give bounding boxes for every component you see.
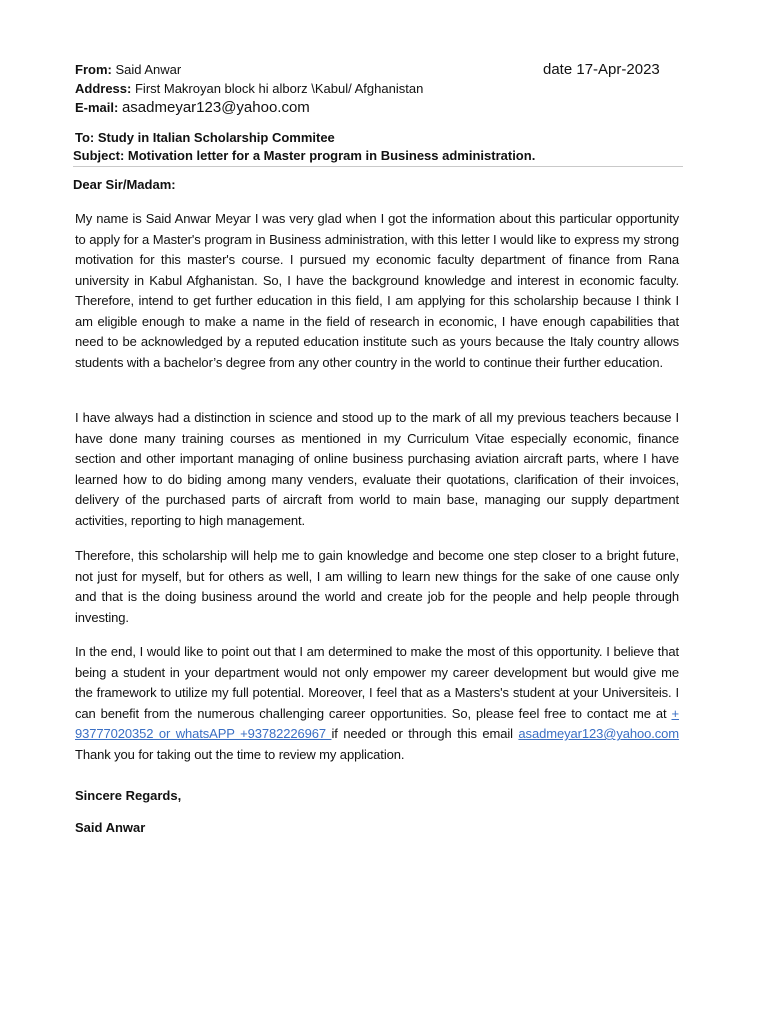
- paragraph-4-intro: In the end, I would like to point out that I am determined to make the most of this opportunity. I believe that being a student in your department would not only empower my career development but would give me the framework to utilize my full potential. Moreover, I feel that as a Masters's student at your Universiteis. I can benefit from the numerous challenging career opportunities. So, please feel free to contact me at: [75, 644, 679, 721]
- header-divider: [73, 166, 683, 167]
- closing: Sincere Regards,: [75, 788, 182, 803]
- body-paragraph-3: Therefore, this scholarship will help me to gain knowledge and become one step closer to a bright future, not just for myself, but for others as well, I am willing to learn new things for the sake of one cause only and that is the doing business around the world and create job for the people and help people through investing.: [75, 548, 679, 625]
- email-label: E-mail:: [75, 100, 119, 115]
- body-paragraph-1: My name is Said Anwar Meyar I was very glad when I got the information about this particular opportunity to apply for a Master's program in Business administration, with this letter I would like to express my strong motivation for this master's course. I pursued my economic faculty department of finance from Rana university in Kabul Afghanistan. So, I have the background knowledge and interest in economic faculty. Therefore, intend to get further education in this field, I am applying for this scholarship because I think I am eligible enough to make a name in the field of research in economic, I have enough capabilities that need to be acknowledged by a reputed education institute such as yours because the Italy country allows students with a bachelor’s degree from any other country in the world to continue their further education.: [75, 211, 679, 370]
- recipient-line: To: Study in Italian Scholarship Commitee: [75, 130, 335, 145]
- signature-name: Said Anwar: [75, 820, 146, 835]
- from-label: From:: [75, 62, 112, 77]
- email-line: [75, 99, 310, 117]
- letter-date: date 17-Apr-2023: [543, 61, 660, 78]
- body-paragraph-4: [75, 642, 679, 765]
- address-value: First Makroyan block hi alborz \Kabul/ Afghanistan: [134, 81, 424, 96]
- address-line: [75, 80, 423, 98]
- paragraph-4-middle: if needed or through this email: [331, 726, 519, 741]
- body-paragraph-2: I have always had a distinction in science and stood up to the mark of all my previous teachers because I have done many training courses as mentioned in my Curriculum Vitae especially economic, finance section and other important managing of online business purchasing aviation aircraft parts, where I have learned how to do biding among many venders, evaluate their quotations, clarification of their invoices, delivery of the purchased parts of aircraft from world to main base, managing our supply department activities, reporting to high management.: [75, 410, 679, 528]
- subject-line: Subject: Motivation letter for a Master program in Business administration.: [73, 148, 536, 163]
- phone-link[interactable]: + 93777020352 or whatsAPP +93782226967: [75, 705, 679, 741]
- address-label: Address:: [75, 81, 132, 96]
- from-line: [75, 61, 181, 79]
- email-link[interactable]: asadmeyar123@yahoo.com: [518, 726, 680, 741]
- paragraph-4-end: Thank you for taking out the time to review my application.: [75, 746, 405, 762]
- sender-name: Said Anwar: [115, 62, 182, 77]
- email-value: asadmeyar123@yahoo.com: [121, 99, 310, 116]
- salutation: Dear Sir/Madam:: [73, 177, 176, 192]
